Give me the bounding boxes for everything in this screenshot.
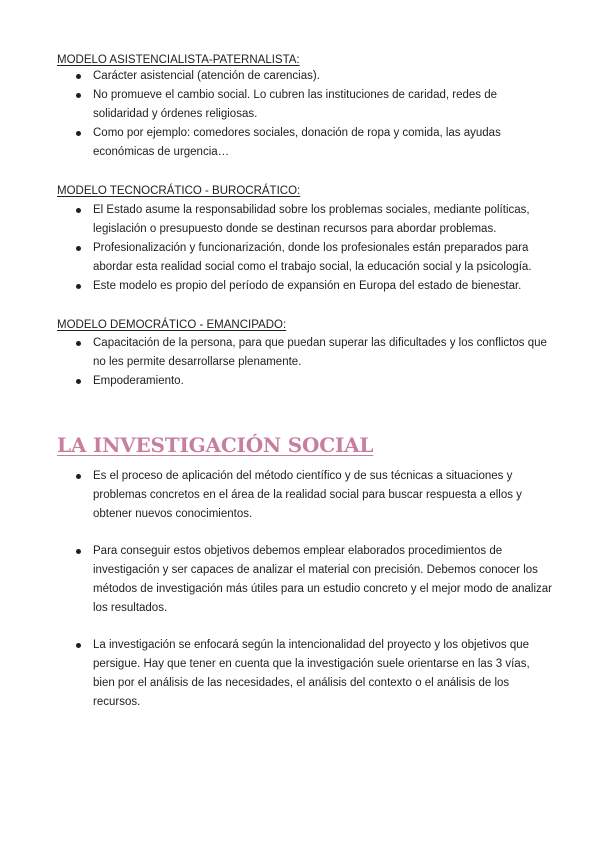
list-modelo-asistencialista [0,67,600,162]
list-item: Profesionalización y funcionarización, donde los profesionales están preparados para abordar esta realidad social como el trabajo social, la educación social y la psicología. [0,239,600,277]
list-item: No promueve el cambio social. Lo cubren las instituciones de caridad, redes de solidaridad y órdenes religiosas. [0,86,600,124]
bullet-icon [76,474,81,479]
bullet-icon [76,284,81,289]
heading-modelo-tecnocratico: MODELO TECNOCRÁTICO - BUROCRÁTICO: [57,185,301,197]
list-item: Capacitación de la persona, para que puedan superar las dificultades y los conflictos que no les permite desarrollarse plenamente. [0,334,600,372]
list-item: Empoderamiento. [0,372,600,391]
bullet-icon [76,643,81,648]
bullet-icon [76,549,81,554]
list-modelo-democratico [0,334,600,391]
list-investigacion-social [0,467,600,730]
list-item: El Estado asume la responsabilidad sobre los problemas sociales, mediante políticas, legislación o presupuesto donde se destinan recursos para abordar problemas. [0,201,600,239]
bullet-icon [76,208,81,213]
heading-modelo-democratico: MODELO DEMOCRÁTICO - EMANCIPADO: [57,319,287,331]
list-item: Carácter asistencial (atención de carencias). [0,67,600,86]
bullet-icon [76,93,81,98]
list-modelo-tecnocratico [0,201,600,296]
list-item: Es el proceso de aplicación del método científico y de sus técnicas a situaciones y problemas concretos en el área de la realidad social para buscar respuesta a ellos y obtener nuevos conocimientos. [0,467,600,524]
bullet-icon [76,246,81,251]
heading-modelo-asistencialista: MODELO ASISTENCIALISTA-PATERNALISTA: [57,54,300,66]
bullet-icon [76,341,81,346]
bullet-icon [76,379,81,384]
list-item: Como por ejemplo: comedores sociales, donación de ropa y comida, las ayudas económicas de urgencia… [0,124,600,162]
bullet-icon [76,74,81,79]
list-item: Este modelo es propio del período de expansión en Europa del estado de bienestar. [0,277,600,296]
list-item: Para conseguir estos objetivos debemos emplear elaborados procedimientos de investigación y ser capaces de analizar el material con precisión. Debemos conocer los métodos de investigación más útiles para un estudio concreto y el mejor modo de analizar los resultados. [0,542,600,618]
bullet-icon [76,131,81,136]
list-item: La investigación se enfocará según la intencionalidad del proyecto y los objetivos que persigue. Hay que tener en cuenta que la investigación suele orientarse en las 3 vías, bien por el análisis de las necesidades, el análisis del contexto o el análisis de los recursos. [0,636,600,712]
page-title: LA INVESTIGACIÓN SOCIAL [57,433,374,457]
